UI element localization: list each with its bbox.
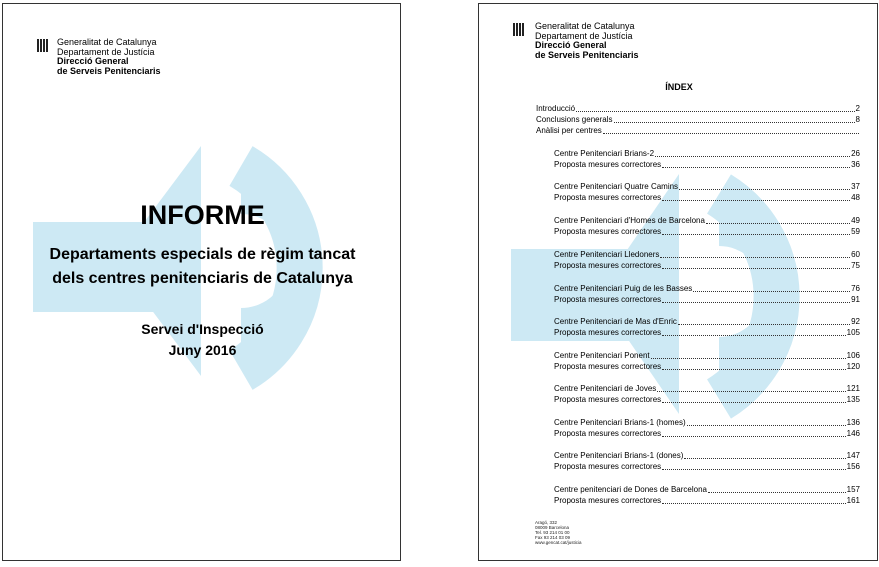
generalitat-logo-icon bbox=[513, 23, 524, 36]
toc-entry bbox=[554, 328, 860, 338]
toc-entry bbox=[554, 485, 860, 495]
toc-entry-label: Centre Penitenciari de Joves bbox=[554, 384, 657, 393]
toc-entry-page: 147 bbox=[846, 451, 860, 460]
toc-entry-page: 136 bbox=[846, 418, 860, 427]
footer-line-1: Aragó, 332 bbox=[535, 520, 558, 525]
toc-entry-page: 106 bbox=[846, 351, 860, 360]
toc-entry bbox=[554, 216, 860, 226]
toc-entry-label: Proposta mesures correctores bbox=[554, 295, 662, 304]
toc-entry-label: Centre Penitenciari d'Homes de Barcelona bbox=[554, 216, 705, 225]
toc-entry bbox=[536, 126, 860, 136]
cover-title: INFORME bbox=[140, 200, 265, 230]
toc-leader-dots bbox=[678, 323, 850, 325]
toc-entry bbox=[554, 160, 860, 170]
toc-entry bbox=[554, 362, 860, 372]
toc-entry-label: Centre Penitenciari Lledoners bbox=[554, 250, 660, 259]
header-line-2: Departament de Justícia bbox=[535, 30, 633, 41]
footer-line-3: Tel. 93 214 01 00 bbox=[535, 530, 570, 535]
toc-entry-label: Centre Penitenciari Quatre Camins bbox=[554, 182, 679, 191]
toc-leader-dots bbox=[603, 132, 859, 134]
toc-entry-label: Proposta mesures correctores bbox=[554, 193, 662, 202]
toc-leader-dots bbox=[662, 334, 845, 336]
toc-entry-page: 91 bbox=[851, 295, 860, 304]
toc-entry-label: Proposta mesures correctores bbox=[554, 261, 662, 270]
toc-entry-label: Proposta mesures correctores bbox=[554, 496, 662, 505]
toc-entry-label: Proposta mesures correctores bbox=[554, 160, 662, 169]
toc-leader-dots bbox=[662, 368, 845, 370]
toc-leader-dots bbox=[651, 357, 846, 359]
toc-leader-dots bbox=[662, 468, 845, 470]
toc-entry-label: Centre Penitenciari Brians-2 bbox=[554, 149, 655, 158]
cover-page bbox=[2, 3, 401, 561]
toc-leader-dots bbox=[614, 121, 855, 123]
toc-leader-dots bbox=[660, 256, 850, 258]
toc-leader-dots bbox=[662, 502, 845, 504]
header-line-1: Generalitat de Catalunya bbox=[535, 21, 635, 31]
toc-entry bbox=[554, 261, 860, 271]
toc-leader-dots bbox=[684, 457, 845, 459]
toc-entry bbox=[554, 451, 860, 461]
toc-entry bbox=[554, 317, 860, 327]
watermark-outer-arc bbox=[241, 166, 300, 370]
toc-entry-page: 2 bbox=[855, 104, 860, 113]
cover-subtitle-line-1: Departaments especials de règim tancat bbox=[49, 246, 356, 263]
toc-leader-dots bbox=[576, 110, 854, 112]
cover-service: Servei d'Inspecció bbox=[141, 321, 264, 337]
toc-entry-page: 60 bbox=[851, 250, 860, 259]
toc-entry bbox=[554, 418, 860, 428]
toc-leader-dots bbox=[662, 301, 850, 303]
toc-entry bbox=[554, 193, 860, 203]
toc-entry-label: Proposta mesures correctores bbox=[554, 328, 662, 337]
toc-entry-page: 92 bbox=[851, 317, 860, 326]
header-line-3: Direcció General bbox=[57, 56, 129, 66]
toc-entry-label: Proposta mesures correctores bbox=[554, 429, 662, 438]
toc-entry bbox=[554, 395, 860, 405]
index-page bbox=[478, 3, 878, 561]
toc-entry-label: Centre Penitenciari Brians-1 (homes) bbox=[554, 418, 686, 427]
toc-entry-label: Proposta mesures correctores bbox=[554, 395, 662, 404]
toc-entry bbox=[554, 384, 860, 394]
toc-entry-label: Centre Penitenciari Brians-1 (dones) bbox=[554, 451, 684, 460]
toc-entry-label: Introducció bbox=[536, 104, 576, 113]
toc-entry-page: 75 bbox=[851, 261, 860, 270]
toc-entry-label: Proposta mesures correctores bbox=[554, 227, 662, 236]
toc-entry-page: 36 bbox=[851, 160, 860, 169]
toc-entry-page: 37 bbox=[851, 182, 860, 191]
toc-leader-dots bbox=[655, 155, 850, 157]
toc-entry bbox=[554, 295, 860, 305]
toc-entry-page: 48 bbox=[851, 193, 860, 202]
toc-leader-dots bbox=[662, 435, 845, 437]
toc-entry bbox=[554, 284, 860, 294]
cover-subtitle-line-2: dels centres penitenciaris de Catalunya bbox=[52, 270, 353, 287]
toc-entry-page: 76 bbox=[851, 284, 860, 293]
toc-leader-dots bbox=[662, 401, 845, 403]
toc-entry-page: 49 bbox=[851, 216, 860, 225]
toc-entry-label: Centre Penitenciari Ponent bbox=[554, 351, 650, 360]
generalitat-logo-icon bbox=[37, 39, 48, 52]
toc-entry bbox=[554, 149, 860, 159]
toc-leader-dots bbox=[687, 424, 846, 426]
toc-leader-dots bbox=[708, 491, 846, 493]
toc-entry-label: Anàlisi per centres bbox=[536, 126, 602, 135]
toc-entry-page: 121 bbox=[846, 384, 860, 393]
toc-entry-page: 59 bbox=[851, 227, 860, 236]
header-line-2: Departament de Justícia bbox=[57, 46, 155, 57]
toc-leader-dots bbox=[662, 233, 850, 235]
toc-entry-page: 105 bbox=[846, 328, 860, 337]
toc-entry-page: 8 bbox=[855, 115, 860, 124]
toc-leader-dots bbox=[657, 390, 845, 392]
toc-entry-page: 156 bbox=[846, 462, 860, 471]
toc-entry-label: Conclusions generals bbox=[536, 115, 613, 124]
toc-entry-label: Proposta mesures correctores bbox=[554, 462, 662, 471]
toc-entry bbox=[554, 496, 860, 506]
toc-entry-label: Proposta mesures correctores bbox=[554, 362, 662, 371]
cover-header bbox=[57, 38, 161, 76]
toc-leader-dots bbox=[706, 222, 850, 224]
toc-entry bbox=[536, 104, 860, 114]
toc-entry-page: 120 bbox=[846, 362, 860, 371]
header-line-3: Direcció General bbox=[535, 40, 607, 50]
index-title: ÍNDEX bbox=[665, 82, 693, 92]
index-header bbox=[535, 22, 639, 60]
toc-entry-page: 146 bbox=[846, 429, 860, 438]
toc-entry bbox=[554, 250, 860, 260]
toc-leader-dots bbox=[662, 199, 850, 201]
footer-line-2: 08009 Barcelona bbox=[535, 525, 570, 530]
address-footer bbox=[535, 520, 582, 545]
toc-entry-label: Centre Penitenciari Puig de les Basses bbox=[554, 284, 693, 293]
footer-line-5: www.gencat.cat/justicia bbox=[535, 540, 582, 545]
toc-entry-page: 26 bbox=[851, 149, 860, 158]
toc-entry bbox=[554, 462, 860, 472]
header-line-4: de Serveis Penitenciaris bbox=[57, 65, 161, 76]
toc-entry-page: 157 bbox=[846, 485, 860, 494]
toc-entry-label: Centre Penitenciari de Mas d'Enric bbox=[554, 317, 677, 326]
watermark-arrow-head bbox=[597, 174, 679, 414]
toc-leader-dots bbox=[679, 188, 850, 190]
toc-entry bbox=[554, 429, 860, 439]
footer-line-4: Fax 93 214 03 09 bbox=[535, 535, 571, 540]
toc-leader-dots bbox=[693, 290, 850, 292]
toc-entry bbox=[536, 115, 860, 125]
toc-leader-dots bbox=[662, 166, 850, 168]
toc-entry-label: Centre penitenciari de Dones de Barcelona bbox=[554, 485, 707, 494]
toc-entry bbox=[554, 351, 860, 361]
toc-leader-dots bbox=[662, 267, 850, 269]
toc-entry-page: 161 bbox=[846, 496, 860, 505]
toc-entry-page: 135 bbox=[846, 395, 860, 404]
toc-entry bbox=[554, 182, 860, 192]
header-line-1: Generalitat de Catalunya bbox=[57, 37, 157, 47]
cover-date: Juny 2016 bbox=[168, 342, 237, 358]
toc-entry bbox=[554, 227, 860, 237]
header-line-4: de Serveis Penitenciaris bbox=[535, 49, 639, 60]
